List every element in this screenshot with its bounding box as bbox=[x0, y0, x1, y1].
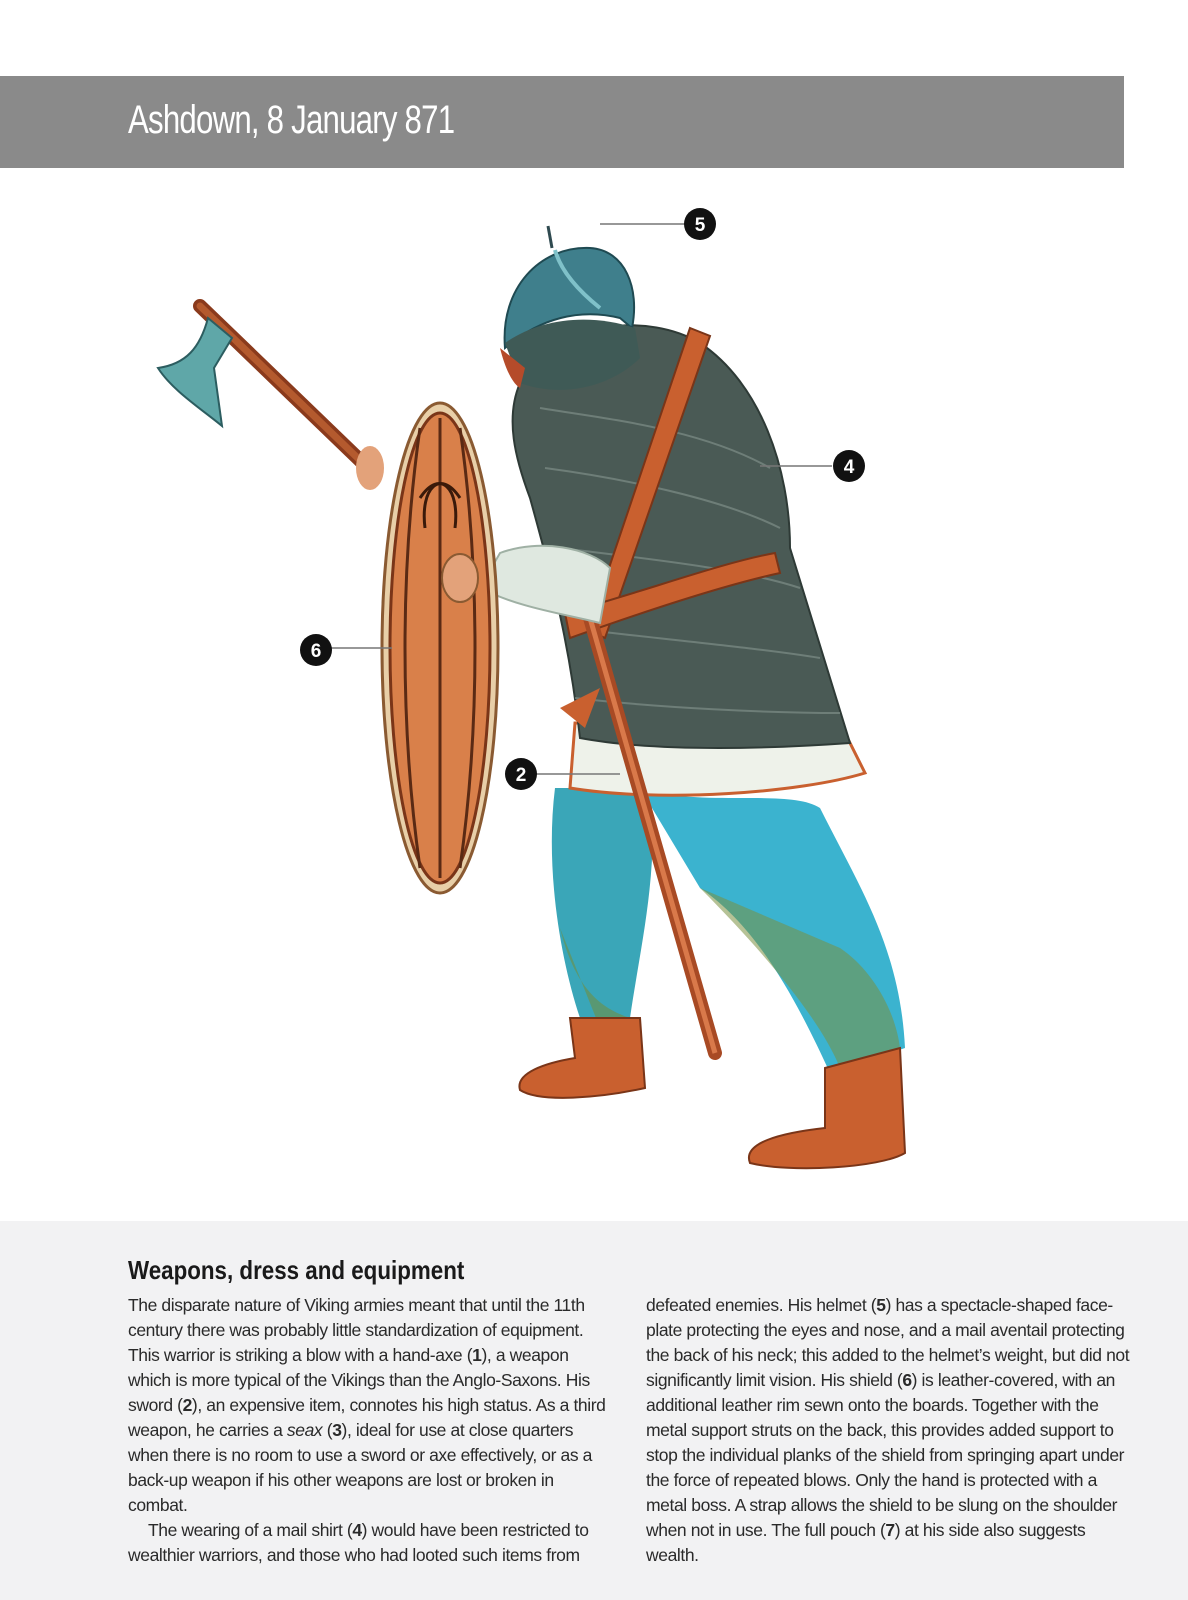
text-column-left bbox=[128, 1293, 614, 1568]
svg-text:6: 6 bbox=[310, 641, 322, 662]
helmet bbox=[500, 226, 640, 390]
title-bar bbox=[0, 76, 1124, 168]
shield bbox=[382, 403, 498, 893]
svg-text:4: 4 bbox=[843, 457, 855, 478]
paragraph-2: The wearing of a mail shirt (4) would have been restricted to wealthier warriors, and those who had looted such items from bbox=[128, 1520, 589, 1565]
svg-text:5: 5 bbox=[694, 215, 706, 236]
rear-leg bbox=[519, 788, 652, 1098]
hand-axe bbox=[158, 306, 384, 490]
paragraph-1: The disparate nature of Viking armies meant that until the 11th century there was probably little standardization of equipment. This warrior is striking a blow with a hand-axe (1), a weapon which is more typical of the Vikings than the Anglo-Saxons. His sword (2), an expensive item, connotes his high status. As a third weapon, he carries a seax (3), ideal for use at close quarters when there is no room to use a sword or axe effectively, or as a back-up weapon if his other weapons are lost or broken in combat. bbox=[128, 1295, 606, 1515]
callout-2 bbox=[505, 758, 537, 790]
svg-text:2: 2 bbox=[515, 765, 527, 786]
page-title: Ashdown, 8 January 871 bbox=[128, 98, 455, 142]
callout-4 bbox=[833, 450, 865, 482]
section-heading: Weapons, dress and equipment bbox=[128, 1255, 465, 1285]
callout-6 bbox=[300, 634, 332, 666]
paragraph-2-continued: defeated enemies. His helmet (5) has a spectacle-shaped face-plate protecting the eyes and nose, and a mail aventail protecting the back of his neck; this added to the helmet’s weight, but did not significantly limit vision. His shield (6) is leather-covered, with an additional leather rim sewn onto the boards. Together with the metal support struts on the back, this provides added support to stop the individual planks of the shield from springing apart under the force of repeated blows. Only the hand is protected with a metal boss. A strap allows the shield to be slung on the shoulder when not in use. The full pouch (7) at his side also suggests wealth. bbox=[646, 1295, 1130, 1565]
callout-5 bbox=[684, 208, 716, 240]
text-column-right bbox=[646, 1293, 1140, 1568]
text-panel bbox=[0, 1221, 1188, 1600]
front-leg bbox=[640, 788, 905, 1168]
viking-warrior-illustration bbox=[0, 168, 1188, 1268]
